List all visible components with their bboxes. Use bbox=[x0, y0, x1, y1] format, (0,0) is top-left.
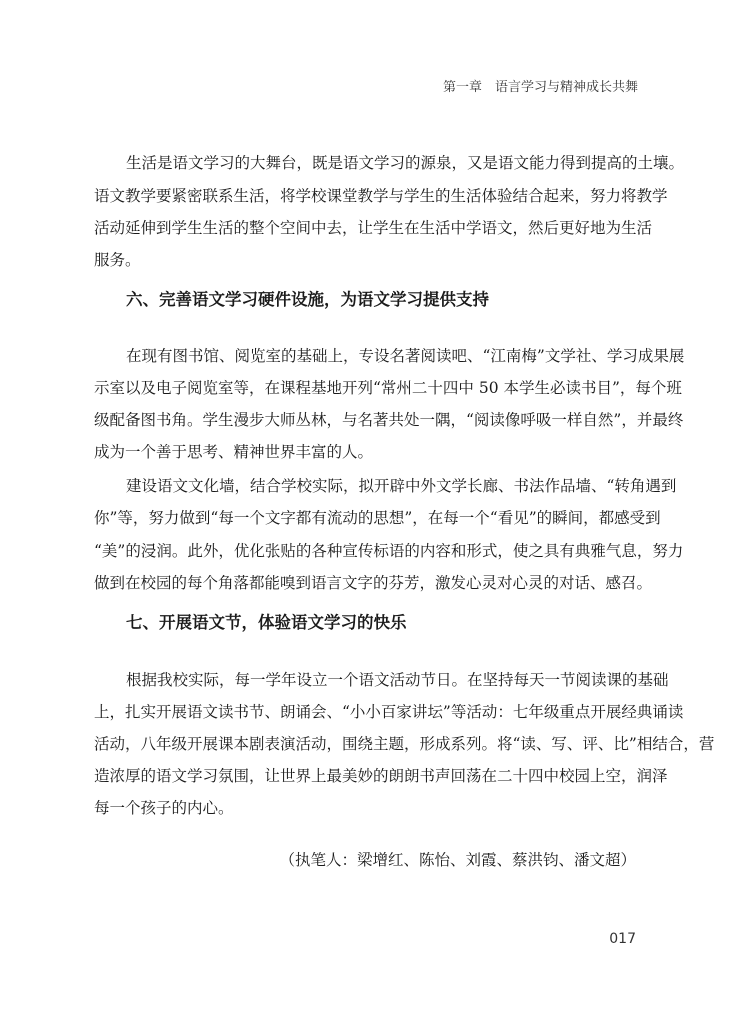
paragraph-line: 活动延伸到学生生活的整个空间中去，让学生在生活中学语文，然后更好地为生活 bbox=[94, 219, 653, 237]
paragraph-line: 根据我校实际，每一学年设立一个语文活动节日。在坚持每天一节阅读课的基础 bbox=[126, 671, 669, 689]
paragraph-line: 语文教学要紧密联系生活，将学校课堂教学与学生的生活体验结合起来，努力将教学 bbox=[94, 187, 668, 205]
paragraph-line: 做到在校园的每个角落都能嗅到语言文字的芬芳，激发心灵对心灵的对话、感召。 bbox=[94, 574, 653, 592]
paragraph-line: 你”等，努力做到“每一个文字都有流动的思想”，在每一个“看见”的瞬间，都感受到 bbox=[94, 509, 661, 527]
paragraph-line: 造浓厚的语文学习氛围，让世界上最美妙的朗朗书声回荡在二十四中校园上空，润泽 bbox=[94, 767, 668, 785]
paragraph-line: 每一个孩子的内心。 bbox=[94, 799, 234, 817]
paragraph-line: 活动，八年级开展课本剧表演活动，围绕主题，形成系列。将“读、写、评、比”相结合，营 bbox=[94, 735, 715, 753]
paragraph-line: 建设语文文化墙，结合学校实际，拟开辟中外文学长廊、书法作品墙、“转角遇到 bbox=[126, 477, 677, 495]
paragraph-line: 成为一个善于思考、精神世界丰富的人。 bbox=[94, 443, 374, 461]
paragraph-line: 级配备图书角。学生漫步大师丛林，与名著共处一隅，“阅读像呼吸一样自然”，并最终 bbox=[94, 411, 684, 429]
section-heading-6: 六、完善语文学习硬件设施，为语文学习提供支持 bbox=[126, 290, 489, 309]
paragraph-line: “美”的浸润。此外，优化张贴的各种宣传标语的内容和形式，使之具有典雅气息，努力 bbox=[94, 542, 684, 560]
author-note: （执笔人：梁增红、陈怡、刘霞、蔡洪钧、潘文超） bbox=[279, 851, 636, 869]
page-number: 017 bbox=[609, 931, 636, 947]
paragraph-line: 生活是语文学习的大舞台，既是语文学习的源泉，又是语文能力得到提高的土壤。 bbox=[126, 154, 685, 172]
paragraph-line: 服务。 bbox=[94, 251, 141, 269]
section-heading-7: 七、开展语文节，体验语文学习的快乐 bbox=[126, 613, 407, 632]
paragraph-line: 在现有图书馆、阅览室的基础上，专设名著阅读吧、“江南梅”文学社、学习成果展 bbox=[126, 347, 685, 365]
paragraph-line: 示室以及电子阅览室等，在课程基地开列“常州二十四中 50 本学生必读书目”，每个班 bbox=[94, 379, 682, 397]
paragraph-line: 上，扎实开展语文读书节、朗诵会、“小小百家讲坛”等活动：七年级重点开展经典诵读 bbox=[94, 703, 684, 721]
running-header: 第一章 语言学习与精神成长共舞 bbox=[442, 80, 638, 95]
